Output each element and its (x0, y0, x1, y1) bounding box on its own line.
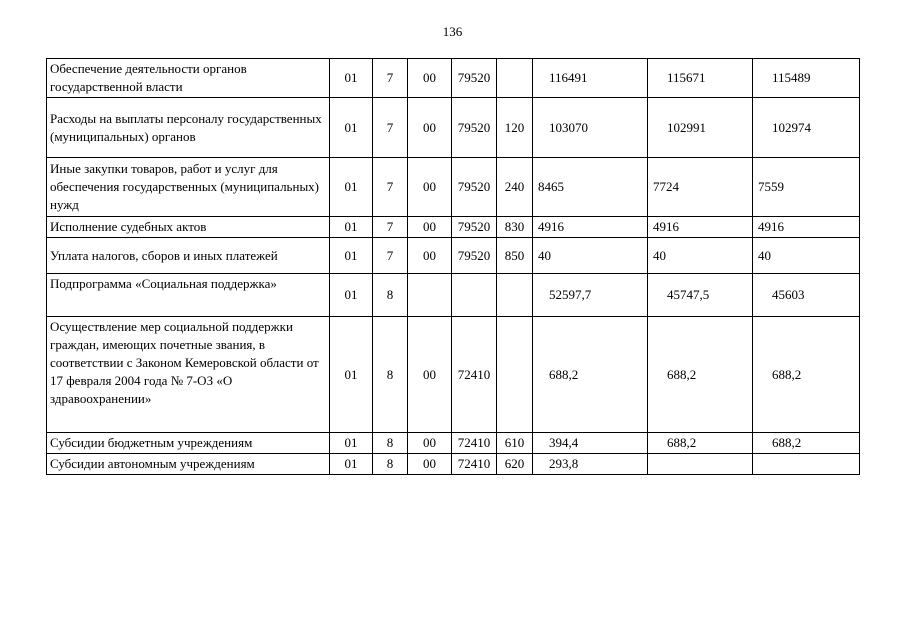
table-row (47, 274, 860, 317)
row-name: Исполнение судебных актов (47, 217, 330, 238)
table-row (47, 158, 860, 217)
row-name: Уплата налогов, сборов и иных платежей (47, 238, 330, 274)
section-code: 01 (330, 317, 373, 433)
amount-year-2: 688,2 (648, 433, 753, 454)
expense-type-code: 610 (497, 433, 533, 454)
table-row (47, 317, 860, 433)
amount-year-1: 8465 (533, 158, 648, 217)
subprogram-code: 00 (408, 217, 452, 238)
amount-year-1: 688,2 (533, 317, 648, 433)
program-code: 7 (373, 59, 408, 98)
target-code: 72410 (452, 454, 497, 475)
target-code: 79520 (452, 217, 497, 238)
subprogram-code: 00 (408, 238, 452, 274)
amount-year-1: 40 (533, 238, 648, 274)
row-name: Обеспечение деятельности органов государственной власти (47, 59, 330, 98)
program-code: 8 (373, 274, 408, 317)
row-name: Осуществление мер социальной поддержки граждан, имеющих почетные звания, в соответствии с Законом Кемеровской области от 17 февраля 2004 года № 7-ОЗ «О здравоохранении» (47, 317, 330, 433)
program-code: 7 (373, 238, 408, 274)
table-row (47, 59, 860, 98)
row-name: Субсидии автономным учреждениям (47, 454, 330, 475)
program-code: 7 (373, 158, 408, 217)
row-name: Иные закупки товаров, работ и услуг для обеспечения государственных (муниципальных) нужд (47, 158, 330, 217)
expense-type-code (497, 59, 533, 98)
amount-year-1: 4916 (533, 217, 648, 238)
amount-year-3: 688,2 (753, 433, 860, 454)
subprogram-code: 00 (408, 454, 452, 475)
expense-type-code (497, 317, 533, 433)
expense-type-code: 620 (497, 454, 533, 475)
page-number: 136 (442, 24, 463, 39)
table-row (47, 98, 860, 158)
subprogram-code: 00 (408, 59, 452, 98)
amount-year-3 (753, 454, 860, 475)
amount-year-3: 4916 (753, 217, 860, 238)
section-code: 01 (330, 238, 373, 274)
section-code: 01 (330, 59, 373, 98)
expense-type-code (497, 274, 533, 317)
amount-year-3: 115489 (753, 59, 860, 98)
amount-year-2: 45747,5 (648, 274, 753, 317)
amount-year-3: 688,2 (753, 317, 860, 433)
program-code: 8 (373, 433, 408, 454)
row-name: Расходы на выплаты персоналу государственных (муниципальных) органов (47, 98, 330, 158)
amount-year-2: 688,2 (648, 317, 753, 433)
expense-type-code: 850 (497, 238, 533, 274)
program-code: 7 (373, 217, 408, 238)
amount-year-2: 115671 (648, 59, 753, 98)
subprogram-code: 00 (408, 433, 452, 454)
amount-year-3: 45603 (753, 274, 860, 317)
subprogram-code: 00 (408, 158, 452, 217)
program-code: 8 (373, 454, 408, 475)
subprogram-code (408, 274, 452, 317)
amount-year-2: 4916 (648, 217, 753, 238)
section-code: 01 (330, 158, 373, 217)
subprogram-code: 00 (408, 98, 452, 158)
target-code: 72410 (452, 433, 497, 454)
table-row (47, 433, 860, 454)
table-row (47, 217, 860, 238)
amount-year-1: 52597,7 (533, 274, 648, 317)
target-code: 79520 (452, 238, 497, 274)
amount-year-1: 116491 (533, 59, 648, 98)
section-code: 01 (330, 274, 373, 317)
target-code: 72410 (452, 317, 497, 433)
table-row (47, 238, 860, 274)
row-name: Субсидии бюджетным учреждениям (47, 433, 330, 454)
target-code (452, 274, 497, 317)
section-code: 01 (330, 454, 373, 475)
subprogram-code: 00 (408, 317, 452, 433)
program-code: 8 (373, 317, 408, 433)
expense-type-code: 240 (497, 158, 533, 217)
budget-table (46, 58, 860, 475)
amount-year-2: 102991 (648, 98, 753, 158)
target-code: 79520 (452, 59, 497, 98)
amount-year-3: 102974 (753, 98, 860, 158)
amount-year-2: 7724 (648, 158, 753, 217)
amount-year-3: 40 (753, 238, 860, 274)
amount-year-1: 103070 (533, 98, 648, 158)
target-code: 79520 (452, 158, 497, 217)
section-code: 01 (330, 217, 373, 238)
section-code: 01 (330, 433, 373, 454)
amount-year-1: 394,4 (533, 433, 648, 454)
program-code: 7 (373, 98, 408, 158)
amount-year-3: 7559 (753, 158, 860, 217)
table-row (47, 454, 860, 475)
amount-year-2 (648, 454, 753, 475)
section-code: 01 (330, 98, 373, 158)
row-name: Подпрограмма «Социальная поддержка» (47, 274, 330, 317)
amount-year-1: 293,8 (533, 454, 648, 475)
target-code: 79520 (452, 98, 497, 158)
amount-year-2: 40 (648, 238, 753, 274)
expense-type-code: 830 (497, 217, 533, 238)
expense-type-code: 120 (497, 98, 533, 158)
